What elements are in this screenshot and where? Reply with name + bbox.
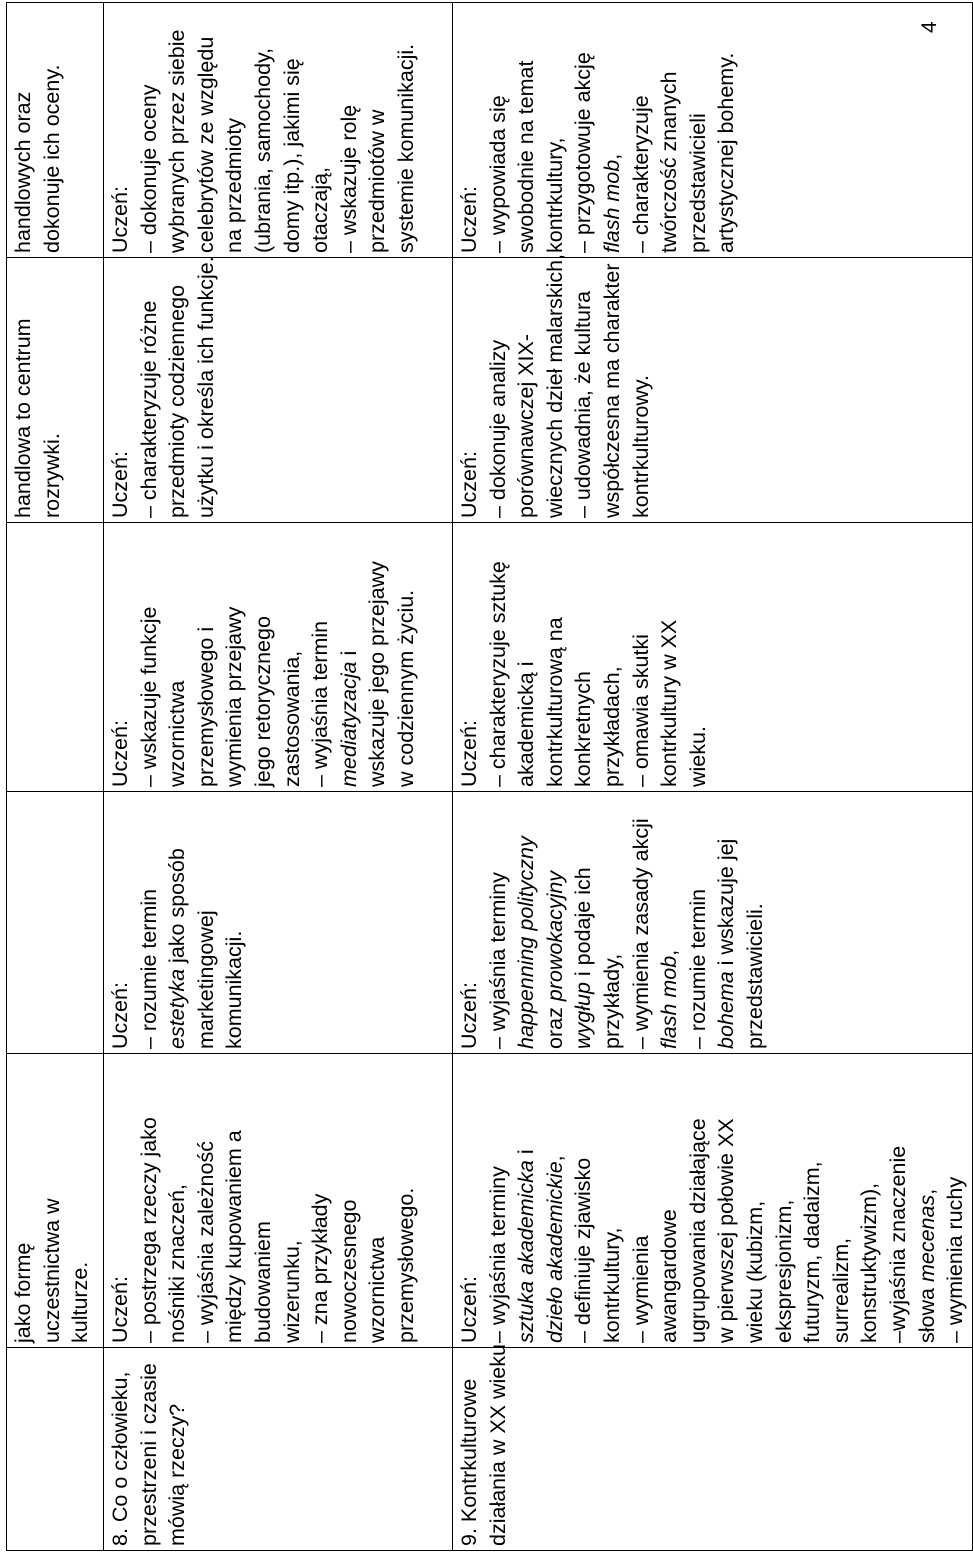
text-line: Uczeń: — [108, 720, 132, 787]
text-line: między kupowaniem a — [222, 1130, 247, 1343]
text-line: – rozumie termin — [136, 888, 161, 1049]
text-line: Uczeń: — [457, 186, 481, 253]
text-line: użytku i określa ich funkcje. — [193, 256, 218, 518]
text-line: kulturze. — [68, 1261, 93, 1343]
text-line: – wymienia zasady akcji — [628, 818, 653, 1049]
text-line: bohema i wskazuje jej — [714, 838, 739, 1049]
text-line: handlowa to centrum — [11, 318, 35, 518]
text-line: kontrkulturową na — [542, 617, 567, 787]
text-line: zastosowania, — [279, 650, 304, 787]
text-line: Uczeń: — [108, 451, 132, 518]
text-line: – wyjaśnia termin — [308, 620, 333, 787]
cell-topic — [453, 1344, 973, 1551]
cell-requirements-excellent — [7, 3, 104, 258]
text-line: –wyjaśnia znaczenie — [885, 1145, 910, 1343]
text-line: dokonuje ich oceny. — [39, 64, 64, 253]
text-line: sztuka akademicka i — [514, 1149, 539, 1343]
text-line: (ubrania, samochody, — [250, 47, 275, 253]
text-line: 9. Kontrkulturowe — [457, 1378, 481, 1546]
text-line: surrealizm, — [828, 1237, 853, 1343]
text-line: Uczeń: — [108, 982, 132, 1049]
table-row — [104, 3, 453, 1551]
cell-requirements-very-good — [7, 258, 104, 523]
cell-topic — [7, 1348, 104, 1551]
text-line: ugrupowania działające — [685, 1118, 710, 1343]
text-line: rozrywki. — [39, 433, 64, 518]
text-line: wzornictwa — [365, 1236, 390, 1343]
text-line: wskazuje jego przejawy — [365, 561, 390, 787]
text-line: przedstawicieli. — [742, 903, 767, 1049]
text-line: dzieło akademickie, — [542, 1155, 567, 1343]
text-line: przedmioty codziennego — [165, 284, 190, 518]
curriculum-table — [6, 2, 973, 1551]
text-line: słowa mecenas, — [914, 1188, 939, 1343]
text-line: – udowadnia, że kultura — [571, 290, 596, 518]
text-line: – postrzega rzeczy jako — [136, 1117, 161, 1343]
text-line: futuryzm, dadaizm, — [800, 1161, 825, 1343]
text-line: otaczają, — [308, 166, 333, 253]
text-line: – omawia skutki — [628, 634, 653, 787]
text-line: swobodnie na temat — [514, 60, 539, 253]
text-line: – wyjaśnia zależność — [193, 1141, 218, 1343]
cell-requirements-extended — [104, 792, 453, 1054]
cell-requirements-basic — [7, 1054, 104, 1348]
cell-requirements-extended — [453, 792, 973, 1054]
text-line: – zna przykłady — [308, 1193, 333, 1343]
text-line: uczestnictwa w — [39, 1198, 64, 1343]
text-line: – wyjaśnia terminy — [485, 872, 510, 1049]
text-line: kontrkultury w XX — [657, 619, 682, 787]
text-line: ekspresjonizm, — [771, 1199, 796, 1343]
text-line: porównawczej XIX- — [514, 333, 539, 518]
text-line: awangardowe — [657, 1209, 682, 1343]
text-line: Uczeń: — [457, 451, 481, 518]
text-line: działania w XX wieku — [485, 1344, 510, 1546]
cell-topic — [104, 1348, 453, 1551]
text-line: przedmiotów w — [365, 109, 390, 253]
text-line: mówią rzeczy? — [165, 1403, 190, 1546]
text-line: w codziennym życiu. — [393, 589, 418, 787]
text-line: oraz prowokacyjny — [542, 870, 567, 1049]
text-line: nowoczesnego — [336, 1199, 361, 1343]
text-line: – wskazuje rolę — [336, 104, 361, 253]
text-line: twórczość znanych — [657, 71, 682, 253]
text-line: – charakteryzuje różne — [136, 300, 161, 518]
text-line: Uczeń: — [457, 982, 481, 1049]
text-line: marketingowej — [193, 910, 218, 1049]
text-line: – definiuje zjawisko — [571, 1157, 596, 1343]
text-line: – wskazuje funkcje — [136, 606, 161, 787]
cell-requirements-extended — [7, 792, 104, 1054]
text-line: celebrytów ze względu — [193, 36, 218, 253]
cell-requirements-very-good — [104, 258, 453, 523]
text-line: – charakteryzuje — [628, 95, 653, 253]
text-line: wieku. — [685, 726, 710, 787]
text-line: przedstawicieli — [685, 113, 710, 253]
text-line: wygłup i podaje ich — [571, 867, 596, 1049]
text-line: wiecznych dzieł malarskich, — [542, 253, 567, 518]
text-line: – rozumie termin — [685, 888, 710, 1049]
text-line: wizerunku, — [279, 1240, 304, 1343]
cell-requirements-good — [7, 523, 104, 792]
text-line: – wymienia — [628, 1235, 653, 1343]
text-line: – wyjaśnia terminy — [485, 1166, 510, 1343]
table-row — [453, 3, 973, 1551]
cell-requirements-very-good — [453, 253, 973, 523]
text-line: 8. Co o człowieku, — [108, 1371, 132, 1546]
text-line: konstruktywizm), — [857, 1182, 882, 1343]
text-line: przestrzeni i czasie — [136, 1363, 161, 1546]
page-number: 4 — [918, 21, 941, 33]
text-line: kontrkulturowy. — [628, 375, 653, 518]
cell-requirements-excellent — [453, 3, 973, 258]
text-line: wymienia przejawy — [222, 606, 247, 787]
cell-requirements-good — [104, 523, 453, 792]
text-line: Uczeń: — [457, 1276, 481, 1343]
text-line: akademicką i — [514, 661, 539, 787]
text-line: na przedmioty — [222, 117, 247, 253]
table-row — [7, 3, 104, 1551]
text-line: flash mob, — [599, 153, 624, 253]
text-line: współczesna ma charakter — [599, 263, 624, 518]
cell-requirements-basic — [453, 1054, 973, 1348]
cell-requirements-excellent — [104, 3, 453, 258]
text-line: wybranych przez siebie — [165, 29, 190, 253]
text-line: nośniki znaczeń, — [165, 1184, 190, 1343]
text-line: systemie komunikacji. — [393, 43, 418, 253]
text-line: – przygotowuje akcję — [571, 52, 596, 253]
text-line: Uczeń: — [108, 1276, 132, 1343]
text-line: konkretnych — [571, 671, 596, 787]
text-line: jego retorycznego — [250, 616, 275, 787]
text-line: artystycznej bohemy. — [714, 52, 739, 253]
text-line: wieku (kubizm, — [742, 1200, 767, 1343]
text-line: komunikacji. — [222, 930, 247, 1049]
text-line: kontrkultury, — [542, 137, 567, 253]
text-line: happenning polityczny — [514, 836, 539, 1049]
text-line: wzornictwa — [165, 680, 190, 787]
text-line: – dokonuje oceny — [136, 84, 161, 253]
text-line: – wypowiada się — [485, 95, 510, 253]
text-line: mediatyzacja i — [336, 650, 361, 787]
text-line: estetyka jako sposób — [165, 848, 190, 1049]
text-line: w pierwszej połowie XX — [714, 1118, 739, 1343]
text-line: przykłady, — [599, 953, 624, 1049]
text-line: flash mob, — [657, 949, 682, 1049]
text-line: domy itp.), jakimi się — [279, 58, 304, 253]
text-line: kontrkultury, — [599, 1227, 624, 1343]
text-line: przemysłowego i — [193, 626, 218, 787]
text-line: budowaniem — [250, 1221, 275, 1343]
cell-requirements-basic — [104, 1054, 453, 1348]
text-line: przykładach, — [599, 666, 624, 787]
text-line: – charakteryzuje sztukę — [485, 561, 510, 787]
text-line: przemysłowego. — [393, 1187, 418, 1343]
text-line: handlowych oraz — [11, 91, 35, 253]
text-line: Uczeń: — [108, 186, 132, 253]
text-line: – dokonuje analizy — [485, 339, 510, 518]
text-line: jako formę — [11, 1242, 35, 1343]
cell-requirements-good — [453, 523, 973, 792]
text-line: – wymienia ruchy — [943, 1176, 968, 1343]
text-line: Uczeń: — [457, 720, 481, 787]
